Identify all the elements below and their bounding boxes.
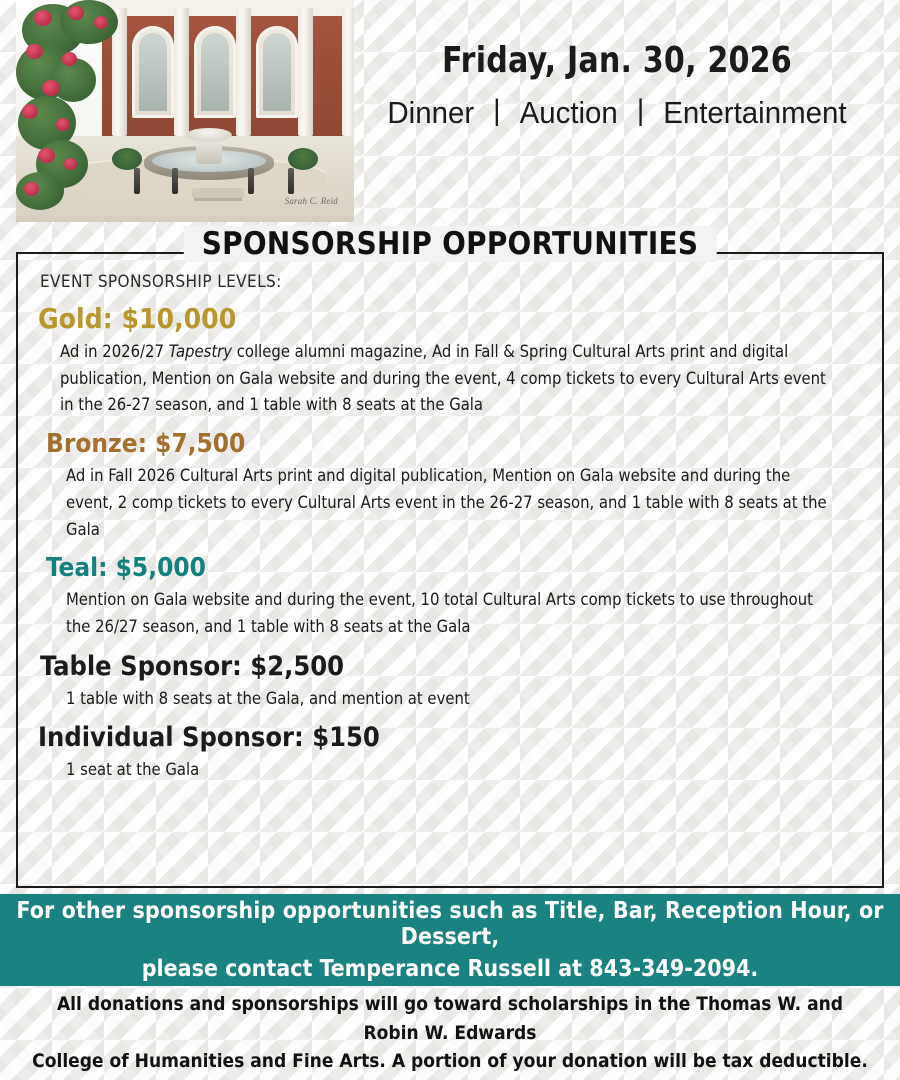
- level-description: 1 table with 8 seats at the Gala, and mention at event: [66, 688, 470, 708]
- illustration-roofline: [102, 0, 354, 16]
- tagline-item-auction: Auction: [519, 95, 618, 130]
- level-name: Table Sponsor: $2,500: [40, 650, 345, 682]
- event-date: Friday, Jan. 30, 2026: [442, 40, 792, 81]
- sponsorship-level-individual: [16, 722, 872, 784]
- sponsorship-level-bronze: [16, 429, 872, 543]
- level-description: Mention on Gala website and during the event, 10 total Cultural Arts comp tickets to use throughout the 26/27 season, and 1 table with 8 seats at the Gala: [66, 590, 813, 637]
- footer-line-1: All donations and sponsorships will go toward scholarships in the Thomas W. and Robin W. Edwards: [56, 993, 844, 1044]
- illustration-arched-window: [132, 26, 174, 118]
- level-name: Bronze: $7,500: [46, 429, 246, 460]
- footer-disclaimer: [0, 986, 900, 1080]
- level-name: Gold: $10,000: [38, 302, 237, 335]
- illustration-arched-window: [256, 26, 298, 118]
- header-text: [354, 40, 880, 131]
- header: [0, 0, 900, 222]
- sponsorship-level-gold: [16, 302, 872, 419]
- level-description-part: Ad in 2026/27: [60, 342, 169, 361]
- level-description-emphasis: Tapestry: [168, 342, 233, 361]
- illustration-flowering-vine: [16, 0, 136, 210]
- tagline-item-dinner: Dinner: [387, 95, 475, 130]
- tagline-separator: |: [636, 94, 645, 127]
- illustration-column: [298, 8, 313, 136]
- sponsorship-level-table: [16, 651, 872, 713]
- tagline-separator: |: [493, 94, 501, 127]
- level-description: [60, 339, 838, 419]
- sponsorship-levels-list: [16, 272, 872, 788]
- level-description: 1 seat at the Gala: [66, 760, 200, 780]
- sponsorship-level-teal: [16, 553, 872, 640]
- illustration-shrub: [288, 148, 318, 170]
- illustration-column: [236, 8, 251, 136]
- campus-illustration: [16, 0, 354, 222]
- illustration-bench: [192, 188, 244, 198]
- artist-signature: Sarah C. Reid: [284, 196, 338, 206]
- level-description: Ad in Fall 2026 Cultural Arts print and digital publication, Mention on Gala website and during the event, 2 comp tickets to every Cultural Arts event in the 26-27 season, and 1 table with 8 seats at the Gala: [66, 466, 827, 539]
- illustration-bollard: [288, 168, 294, 194]
- sponsorship-box-title: SPONSORSHIP OPPORTUNITIES: [184, 226, 717, 262]
- contact-band: [0, 894, 900, 986]
- illustration-arched-window: [194, 26, 236, 118]
- illustration-bollard: [248, 168, 254, 194]
- illustration-bollard: [172, 168, 178, 194]
- level-name: Teal: $5,000: [46, 553, 206, 584]
- illustration-column: [174, 8, 189, 136]
- event-sponsorship-levels-label: EVENT SPONSORSHIP LEVELS:: [40, 272, 282, 292]
- tagline-item-entertainment: Entertainment: [663, 95, 847, 130]
- contact-line-2: please contact Temperance Russell at 843-349-2094.: [141, 956, 759, 982]
- illustration-column: [342, 8, 354, 136]
- event-tagline: [367, 95, 867, 131]
- contact-line-1: For other sponsorship opportunities such as Title, Bar, Reception Hour, or Dessert,: [16, 898, 884, 950]
- footer-line-2: College of Humanities and Fine Arts. A portion of your donation will be tax deductible.: [32, 1050, 868, 1073]
- level-name: Individual Sponsor: $150: [38, 722, 380, 754]
- illustration-fountain-bowl: [186, 128, 232, 142]
- level-description-part: college alumni magazine, Ad in Fall & Spring Cultural Arts print and digital publication, Mention on Gala website and during the event, 4 comp tickets to every Cultural Arts event in the 26-27 season, and 1 table with 8 seats at the Gala: [60, 342, 826, 415]
